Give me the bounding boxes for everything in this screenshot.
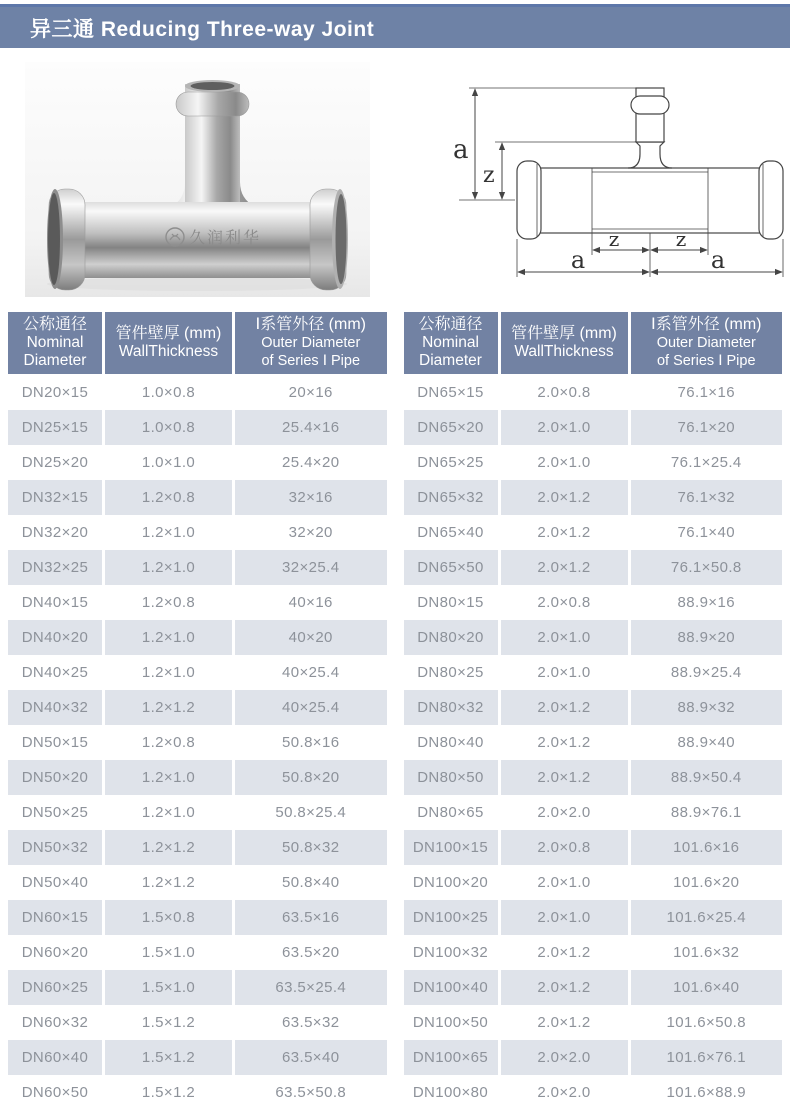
nominal-diameter-cell: DN80×32: [404, 690, 498, 725]
outer-diameter-cell: 76.1×16: [677, 384, 735, 401]
nominal-diameter-cell: DN60×40: [8, 1040, 102, 1075]
header-od-en2: of Series Ⅰ Pipe: [656, 353, 756, 369]
table-row: [404, 725, 783, 760]
table-row: [8, 515, 387, 550]
dimension-drawing: [441, 72, 790, 287]
nominal-diameter-cell: DN25×15: [8, 410, 102, 445]
table-row: [404, 970, 783, 1005]
wall-thickness-cell: 2.0×1.2: [501, 480, 628, 515]
nominal-diameter-cell: DN65×20: [404, 410, 498, 445]
table-row: [404, 480, 783, 515]
wall-thickness-cell: 2.0×1.2: [537, 1014, 591, 1031]
nominal-diameter-cell: DN50×20: [8, 760, 102, 795]
page-title: 异三通 Reducing Three-way Joint: [30, 17, 375, 41]
wall-thickness-cell: 1.2×0.8: [141, 594, 196, 611]
nominal-diameter-cell: DN32×15: [8, 480, 102, 515]
outer-diameter-cell: 20×16: [288, 384, 333, 401]
outer-diameter-cell: 32×16: [235, 480, 387, 515]
header-od-zh: Ⅰ系管外径 (mm): [651, 316, 762, 333]
brand-text: 久润利华: [189, 230, 262, 247]
outer-diameter-cell: 63.5×25.4: [235, 970, 387, 1005]
nominal-diameter-cell: DN60×15: [8, 900, 102, 935]
table-row: [404, 1005, 783, 1040]
spec-table-right: [404, 312, 783, 1110]
table-row: [8, 1005, 387, 1040]
nominal-diameter-cell: DN65×32: [404, 480, 498, 515]
wall-thickness-cell: 2.0×0.8: [501, 830, 628, 865]
nominal-diameter-cell: DN60×50: [21, 1084, 89, 1101]
nominal-diameter-cell: DN65×40: [417, 524, 484, 541]
nominal-diameter-cell: DN50×32: [8, 830, 102, 865]
table-row: [404, 620, 783, 655]
nominal-diameter-cell: DN80×20: [404, 620, 498, 655]
table-row: [404, 1075, 783, 1110]
col-wall-thickness-header: [105, 312, 232, 374]
table-row: [8, 445, 387, 480]
wall-thickness-cell: 1.5×1.2: [141, 1014, 196, 1031]
nominal-diameter-cell: DN100×50: [412, 1014, 489, 1031]
product-photo: [25, 62, 370, 297]
outer-diameter-cell: 25.4×16: [235, 410, 387, 445]
table-row: [404, 795, 783, 830]
outer-diameter-cell: 88.9×20: [631, 620, 783, 655]
wall-thickness-cell: 2.0×1.0: [501, 900, 628, 935]
nominal-diameter-cell: DN60×20: [21, 944, 89, 961]
nominal-diameter-cell: DN80×50: [404, 760, 498, 795]
nominal-diameter-cell: DN40×25: [21, 664, 89, 681]
outer-diameter-cell: 101.6×20: [673, 874, 740, 891]
wall-thickness-cell: 1.5×0.8: [105, 900, 232, 935]
outer-diameter-cell: 50.8×25.4: [275, 804, 347, 821]
table-row: [8, 795, 387, 830]
header-nominal-en2: Diameter: [419, 352, 482, 369]
nominal-diameter-cell: DN40×20: [8, 620, 102, 655]
wall-thickness-cell: 1.5×1.2: [105, 1040, 232, 1075]
nominal-diameter-cell: DN60×32: [21, 1014, 89, 1031]
table-body: [404, 375, 783, 1110]
wall-thickness-cell: 1.2×1.2: [105, 830, 232, 865]
outer-diameter-cell: 101.6×50.8: [666, 1014, 746, 1031]
header-wall-zh: 管件壁厚 (mm): [115, 325, 222, 342]
table-row: [8, 410, 387, 445]
outer-diameter-cell: 76.1×40: [677, 524, 735, 541]
dim-label-a-right: a: [710, 246, 726, 274]
dim-label-z-height: z: [483, 163, 495, 188]
header-nominal-en2: Diameter: [23, 352, 87, 369]
header-od-en1: Outer Diameter: [656, 335, 756, 351]
wall-thickness-cell: 1.2×1.2: [105, 690, 232, 725]
nominal-diameter-cell: DN100×20: [412, 874, 489, 891]
nominal-diameter-cell: DN80×25: [417, 664, 484, 681]
table-row: [8, 900, 387, 935]
wall-thickness-cell: 1.5×1.0: [105, 970, 232, 1005]
table-row: [8, 550, 387, 585]
wall-thickness-cell: 2.0×1.2: [537, 944, 591, 961]
outer-diameter-cell: 50.8×32: [235, 830, 387, 865]
table-row: [404, 550, 783, 585]
header-wall-en: WallThickness: [514, 343, 614, 360]
dim-label-a-left: a: [570, 246, 586, 274]
header-nominal-zh: 公称通径: [418, 316, 483, 333]
table-row: [8, 690, 387, 725]
table-row: [404, 935, 783, 970]
outer-diameter-cell: 101.6×32: [673, 944, 740, 961]
wall-thickness-cell: 2.0×2.0: [537, 804, 591, 821]
dimension-drawing-image: [441, 72, 790, 287]
outer-diameter-cell: 63.5×40: [235, 1040, 387, 1075]
wall-thickness-cell: 2.0×0.8: [537, 594, 591, 611]
outer-diameter-cell: 25.4×20: [282, 454, 340, 471]
outer-diameter-cell: 88.9×32: [631, 690, 783, 725]
col-outer-diameter-header: [631, 312, 783, 374]
nominal-diameter-cell: DN100×40: [404, 970, 498, 1005]
spec-tables: [8, 312, 782, 1110]
dim-label-z-right: z: [675, 227, 687, 251]
table-row: [404, 655, 783, 690]
nominal-diameter-cell: DN80×15: [417, 594, 484, 611]
wall-thickness-cell: 2.0×1.2: [501, 760, 628, 795]
outer-diameter-cell: 88.9×25.4: [670, 664, 742, 681]
outer-diameter-cell: 32×25.4: [235, 550, 387, 585]
header-od-en2: of Series Ⅰ Pipe: [261, 353, 361, 369]
outer-diameter-cell: 76.1×20: [631, 410, 783, 445]
wall-thickness-cell: 1.5×1.2: [141, 1084, 196, 1101]
nominal-diameter-cell: DN65×50: [404, 550, 498, 585]
wall-thickness-cell: 1.2×1.0: [141, 804, 196, 821]
wall-thickness-cell: 2.0×0.8: [537, 384, 591, 401]
wall-thickness-cell: 2.0×1.2: [501, 690, 628, 725]
nominal-diameter-cell: DN50×25: [21, 804, 89, 821]
outer-diameter-cell: 101.6×76.1: [631, 1040, 783, 1075]
wall-thickness-cell: 1.0×0.8: [141, 384, 196, 401]
header-nominal-en1: Nominal: [26, 334, 84, 351]
table-row: [8, 760, 387, 795]
table-row: [404, 760, 783, 795]
table-row: [8, 830, 387, 865]
table-row: [8, 865, 387, 900]
nominal-diameter-cell: DN65×15: [417, 384, 484, 401]
table-row: [8, 725, 387, 760]
table-row: [404, 1040, 783, 1075]
outer-diameter-cell: 76.1×25.4: [670, 454, 742, 471]
page-title-bar: [0, 4, 790, 48]
table-row: [8, 935, 387, 970]
nominal-diameter-cell: DN100×80: [412, 1084, 489, 1101]
outer-diameter-cell: 76.1×50.8: [631, 550, 783, 585]
outer-diameter-cell: 63.5×20: [282, 944, 340, 961]
wall-thickness-cell: 1.2×1.0: [105, 760, 232, 795]
nominal-diameter-cell: DN40×15: [21, 594, 89, 611]
table-row: [8, 620, 387, 655]
wall-thickness-cell: 1.5×1.0: [141, 944, 196, 961]
outer-diameter-cell: 50.8×40: [282, 874, 340, 891]
product-photo-image: [25, 62, 370, 297]
wall-thickness-cell: 1.2×1.0: [141, 664, 196, 681]
outer-diameter-cell: 50.8×20: [235, 760, 387, 795]
wall-thickness-cell: 2.0×1.0: [537, 664, 591, 681]
wall-thickness-cell: 2.0×1.2: [537, 524, 591, 541]
nominal-diameter-cell: DN60×25: [8, 970, 102, 1005]
wall-thickness-cell: 2.0×1.0: [537, 454, 591, 471]
header-od-en1: Outer Diameter: [261, 335, 361, 351]
nominal-diameter-cell: DN65×25: [417, 454, 484, 471]
table-row: [8, 375, 387, 410]
outer-diameter-cell: 63.5×50.8: [275, 1084, 347, 1101]
wall-thickness-cell: 1.2×1.0: [105, 550, 232, 585]
nominal-diameter-cell: DN32×25: [8, 550, 102, 585]
outer-diameter-cell: 88.9×40: [677, 734, 735, 751]
wall-thickness-cell: 2.0×1.0: [501, 410, 628, 445]
outer-diameter-cell: 101.6×40: [631, 970, 783, 1005]
nominal-diameter-cell: DN50×15: [21, 734, 89, 751]
header-wall-zh: 管件壁厚 (mm): [511, 325, 617, 342]
dim-label-a-height: a: [453, 135, 469, 165]
nominal-diameter-cell: DN25×20: [21, 454, 89, 471]
table-row: [404, 445, 783, 480]
table-row: [404, 515, 783, 550]
wall-thickness-cell: 2.0×1.2: [501, 970, 628, 1005]
table-header: [404, 312, 783, 374]
outer-diameter-cell: 50.8×16: [282, 734, 340, 751]
col-outer-diameter-header: [235, 312, 387, 374]
table-row: [8, 1075, 387, 1110]
nominal-diameter-cell: DN50×40: [21, 874, 89, 891]
nominal-diameter-cell: DN100×65: [404, 1040, 498, 1075]
table-body: [8, 375, 387, 1110]
outer-diameter-cell: 40×25.4: [282, 664, 340, 681]
table-row: [8, 1040, 387, 1075]
wall-thickness-cell: 2.0×2.0: [501, 1040, 628, 1075]
nominal-diameter-cell: DN80×40: [417, 734, 484, 751]
outer-diameter-cell: 76.1×32: [631, 480, 783, 515]
table-row: [404, 900, 783, 935]
outer-diameter-cell: 88.9×76.1: [670, 804, 742, 821]
table-row: [8, 655, 387, 690]
table-row: [404, 410, 783, 445]
outer-diameter-cell: 101.6×16: [631, 830, 783, 865]
wall-thickness-cell: 1.2×0.8: [141, 734, 196, 751]
wall-thickness-cell: 2.0×1.2: [537, 734, 591, 751]
wall-thickness-cell: 2.0×2.0: [537, 1084, 591, 1101]
nominal-diameter-cell: DN100×15: [404, 830, 498, 865]
outer-diameter-cell: 63.5×16: [235, 900, 387, 935]
outer-diameter-cell: 40×20: [235, 620, 387, 655]
nominal-diameter-cell: DN100×32: [412, 944, 489, 961]
header-nominal-zh: 公称通径: [22, 316, 87, 333]
table-header: [8, 312, 387, 374]
nominal-diameter-cell: DN80×65: [417, 804, 484, 821]
header-od-zh: Ⅰ系管外径 (mm): [255, 316, 366, 333]
spec-table-left: [8, 312, 387, 1110]
col-nominal-diameter-header: [404, 312, 498, 374]
wall-thickness-cell: 1.2×1.2: [141, 874, 196, 891]
wall-thickness-cell: 2.0×1.0: [501, 620, 628, 655]
nominal-diameter-cell: DN100×25: [404, 900, 498, 935]
dim-label-z-left: z: [608, 227, 620, 251]
outer-diameter-cell: 32×20: [288, 524, 333, 541]
col-nominal-diameter-header: [8, 312, 102, 374]
outer-diameter-cell: 101.6×88.9: [666, 1084, 746, 1101]
wall-thickness-cell: 1.0×1.0: [141, 454, 196, 471]
outer-diameter-cell: 88.9×50.4: [631, 760, 783, 795]
outer-diameter-cell: 40×25.4: [235, 690, 387, 725]
table-row: [8, 585, 387, 620]
wall-thickness-cell: 1.0×0.8: [105, 410, 232, 445]
table-row: [404, 690, 783, 725]
table-row: [404, 830, 783, 865]
table-row: [404, 865, 783, 900]
nominal-diameter-cell: DN32×20: [21, 524, 89, 541]
wall-thickness-cell: 2.0×1.2: [501, 550, 628, 585]
outer-diameter-cell: 40×16: [288, 594, 333, 611]
header-nominal-en1: Nominal: [422, 334, 479, 351]
table-row: [8, 480, 387, 515]
wall-thickness-cell: 1.2×1.0: [105, 620, 232, 655]
col-wall-thickness-header: [501, 312, 628, 374]
header-wall-en: WallThickness: [118, 343, 219, 360]
nominal-diameter-cell: DN40×32: [8, 690, 102, 725]
wall-thickness-cell: 1.2×1.0: [141, 524, 196, 541]
wall-thickness-cell: 1.2×0.8: [105, 480, 232, 515]
table-row: [404, 585, 783, 620]
wall-thickness-cell: 2.0×1.0: [537, 874, 591, 891]
nominal-diameter-cell: DN20×15: [21, 384, 89, 401]
table-row: [8, 970, 387, 1005]
outer-diameter-cell: 63.5×32: [282, 1014, 340, 1031]
outer-diameter-cell: 101.6×25.4: [631, 900, 783, 935]
outer-diameter-cell: 88.9×16: [677, 594, 735, 611]
table-row: [404, 375, 783, 410]
